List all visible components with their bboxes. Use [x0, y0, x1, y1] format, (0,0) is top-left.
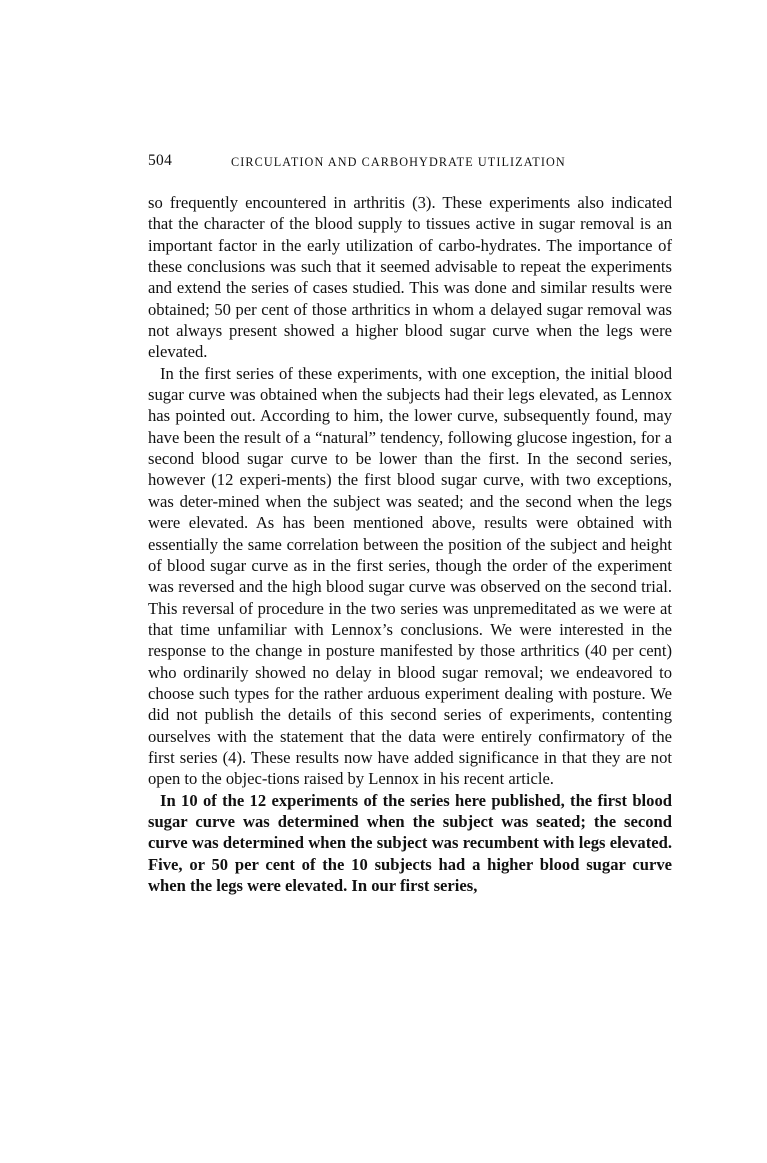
- document-page: [148, 150, 672, 896]
- page-number: 504: [148, 152, 173, 169]
- paragraph-3: In 10 of the 12 experiments of the series here published, the first blood sugar curve was determined when the subject was seated; the second curve was determined when the subject was recumbent with legs elevated. Five, or 50 per cent of the 10 subjects had a higher blood sugar curve when the legs were elevated. In our first series,: [148, 790, 672, 895]
- running-title: CIRCULATION AND CARBOHYDRATE UTILIZATION: [231, 155, 566, 169]
- paragraph-2: In the first series of these experiments, with one exception, the initial blood sugar curve was obtained when the subjects had their legs elevated, as Lennox has pointed out. According to him, the lower curve, subsequently found, may have been the result of a “natural” tendency, following glucose ingestion, for a second blood sugar curve to be lower than the first. In the second series, however (12 experi-ments) the first blood sugar curve, with two exceptions, was deter-mined when the subject was seated; and the second when the legs were elevated. As has been mentioned above, results were obtained with essentially the same correlation between the position of the subject and height of blood sugar curve as in the first series, though the order of the experiment was reversed and the high blood sugar curve was observed on the second trial. This reversal of procedure in the two series was unpremeditated as we were at that time unfamiliar with Lennox’s conclusions. We were interested in the response to the change in posture manifested by those arthritics (40 per cent) who ordinarily showed no delay in blood sugar removal; we endeavored to choose such types for the rather arduous experiment dealing with posture. We did not publish the details of this second series of experiments, contenting ourselves with the statement that the data were entirely confirmatory of the first series (4). These results now have added significance in that they are not open to the objec-tions raised by Lennox in his recent article.: [148, 363, 672, 789]
- paragraph-1: so frequently encountered in arthritis (3). These experiments also indicated that the character of the blood supply to tissues active in sugar removal is an important factor in the early utilization of carbo-hydrates. The importance of these conclusions was such that it seemed advisable to repeat the experiments and extend the series of cases studied. This was done and similar results were obtained; 50 per cent of those arthritics in whom a delayed sugar removal was not always present showed a higher blood sugar curve when the legs were elevated.: [148, 193, 672, 362]
- running-head: [148, 150, 672, 172]
- body-text: [148, 192, 672, 896]
